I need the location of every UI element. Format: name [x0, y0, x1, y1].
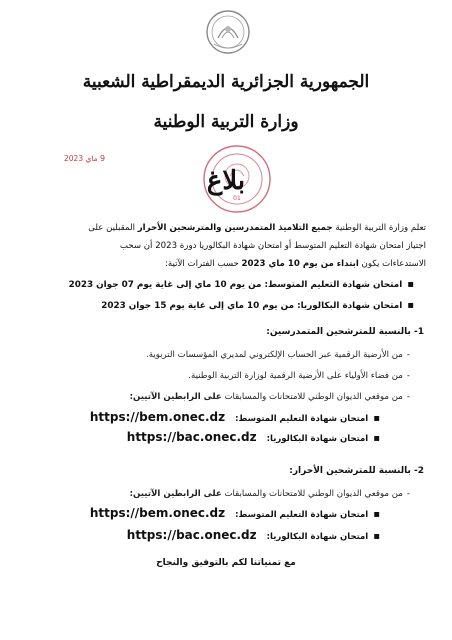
intro-line-1-end: المقبلين على	[88, 223, 138, 233]
national-emblem-icon	[205, 8, 251, 56]
intro-line-3-bold: ابتداء من يوم 10 ماي 2023	[241, 259, 359, 269]
intro-line-1	[28, 219, 426, 237]
dash-icon: -	[406, 489, 410, 499]
bac-link[interactable]: https://bac.onec.dz	[126, 430, 257, 444]
ministry-title: وزارة التربية الوطنية	[153, 112, 299, 132]
intro-line-1-text: تعلم وزارة التربية الوطنية	[332, 223, 426, 233]
schooled-option-2	[188, 371, 410, 381]
intro-line-3	[28, 255, 426, 273]
schooled-option-1-text: من الأرضية الرقمية عبر الحساب الإلكتروني لمديري المؤسسات التربوية.	[145, 350, 403, 360]
bullet-icon: ▪	[373, 531, 380, 542]
free-option-1-bold: على الرابطين الآتيين:	[129, 489, 222, 499]
schooled-option-3-bold: على الرابطين الآتيين:	[129, 392, 222, 402]
intro-line-2: اجتياز امتحان شهادة التعليم المتوسط أو امتحان شهادة البكالوريا دورة 2023 أن سحب	[119, 241, 426, 251]
intro-line-1-bold: جميع التلاميذ المتمدرسين والمترشحين الأحرار	[137, 223, 333, 233]
republic-title: الجمهورية الجزائرية الديمقراطية الشعبية	[82, 72, 370, 92]
date-stamp-day: 9	[100, 154, 106, 163]
bac-link[interactable]: https://bac.onec.dz	[126, 528, 257, 542]
bullet-icon: ▪	[407, 279, 414, 290]
seal-number: 01	[233, 195, 241, 202]
link-label: امتحان شهادة البكالوريا:	[266, 532, 369, 542]
period-item-bem	[69, 279, 414, 290]
closing-wishes: مع تمنياتنا لكم بالتوفيق والنجاح	[156, 558, 296, 568]
date-stamp-month-year: ماي 2023	[64, 154, 98, 163]
dash-icon: -	[406, 371, 410, 381]
schooled-option-2-text: من فضاء الأولياء على الأرضية الرقمية لوزارة التربية الوطنية.	[188, 371, 403, 381]
link-label: امتحان شهادة التعليم المتوسط:	[235, 414, 369, 424]
schooled-option-3	[130, 392, 410, 402]
schooled-option-3-text: من موقعي الديوان الوطني للامتحانات والمسابقات	[221, 392, 403, 402]
dash-icon: -	[406, 350, 410, 360]
bullet-icon: ▪	[373, 433, 380, 444]
free-link-bem	[90, 506, 380, 520]
bullet-icon: ▪	[373, 413, 380, 424]
link-label: امتحان شهادة التعليم المتوسط:	[235, 510, 369, 520]
intro-line-3-text: الاستدعاءات يكون	[358, 259, 426, 269]
schooled-link-bac	[127, 430, 380, 444]
date-stamp	[64, 154, 105, 163]
bullet-icon: ▪	[407, 300, 414, 311]
link-label: امتحان شهادة البكالوريا:	[266, 434, 369, 444]
intro-line-3-end: حسب الفترات الآتية:	[164, 259, 242, 269]
bem-link[interactable]: https://bem.onec.dz	[89, 410, 226, 424]
bullet-icon: ▪	[373, 509, 380, 520]
free-option-1-text: من موقعي الديوان الوطني للامتحانات والمسابقات	[221, 489, 403, 499]
period-item-bac	[101, 300, 414, 311]
bem-link[interactable]: https://bem.onec.dz	[89, 506, 226, 520]
schooled-option-1	[146, 350, 410, 360]
period-bem-text: امتحان شهادة التعليم المتوسط: من يوم 10 ماي إلى غاية يوم 07 جوان 2023	[68, 280, 403, 290]
period-bac-text: امتحان شهادة البكالوريا: من يوم 10 ماي إلى غاية يوم 15 جوان 2023	[101, 301, 403, 311]
free-candidates-heading: 2- بالنسبة للمترشحين الأحرار:	[289, 466, 424, 476]
free-link-bac	[127, 528, 380, 542]
schooled-link-bem	[90, 410, 380, 424]
schooled-candidates-heading: 1- بالنسبة للمترشحين المتمدرسين:	[266, 327, 424, 337]
announcement-title: بلاغ	[206, 166, 246, 196]
free-option-1	[130, 489, 410, 499]
dash-icon: -	[406, 392, 410, 402]
